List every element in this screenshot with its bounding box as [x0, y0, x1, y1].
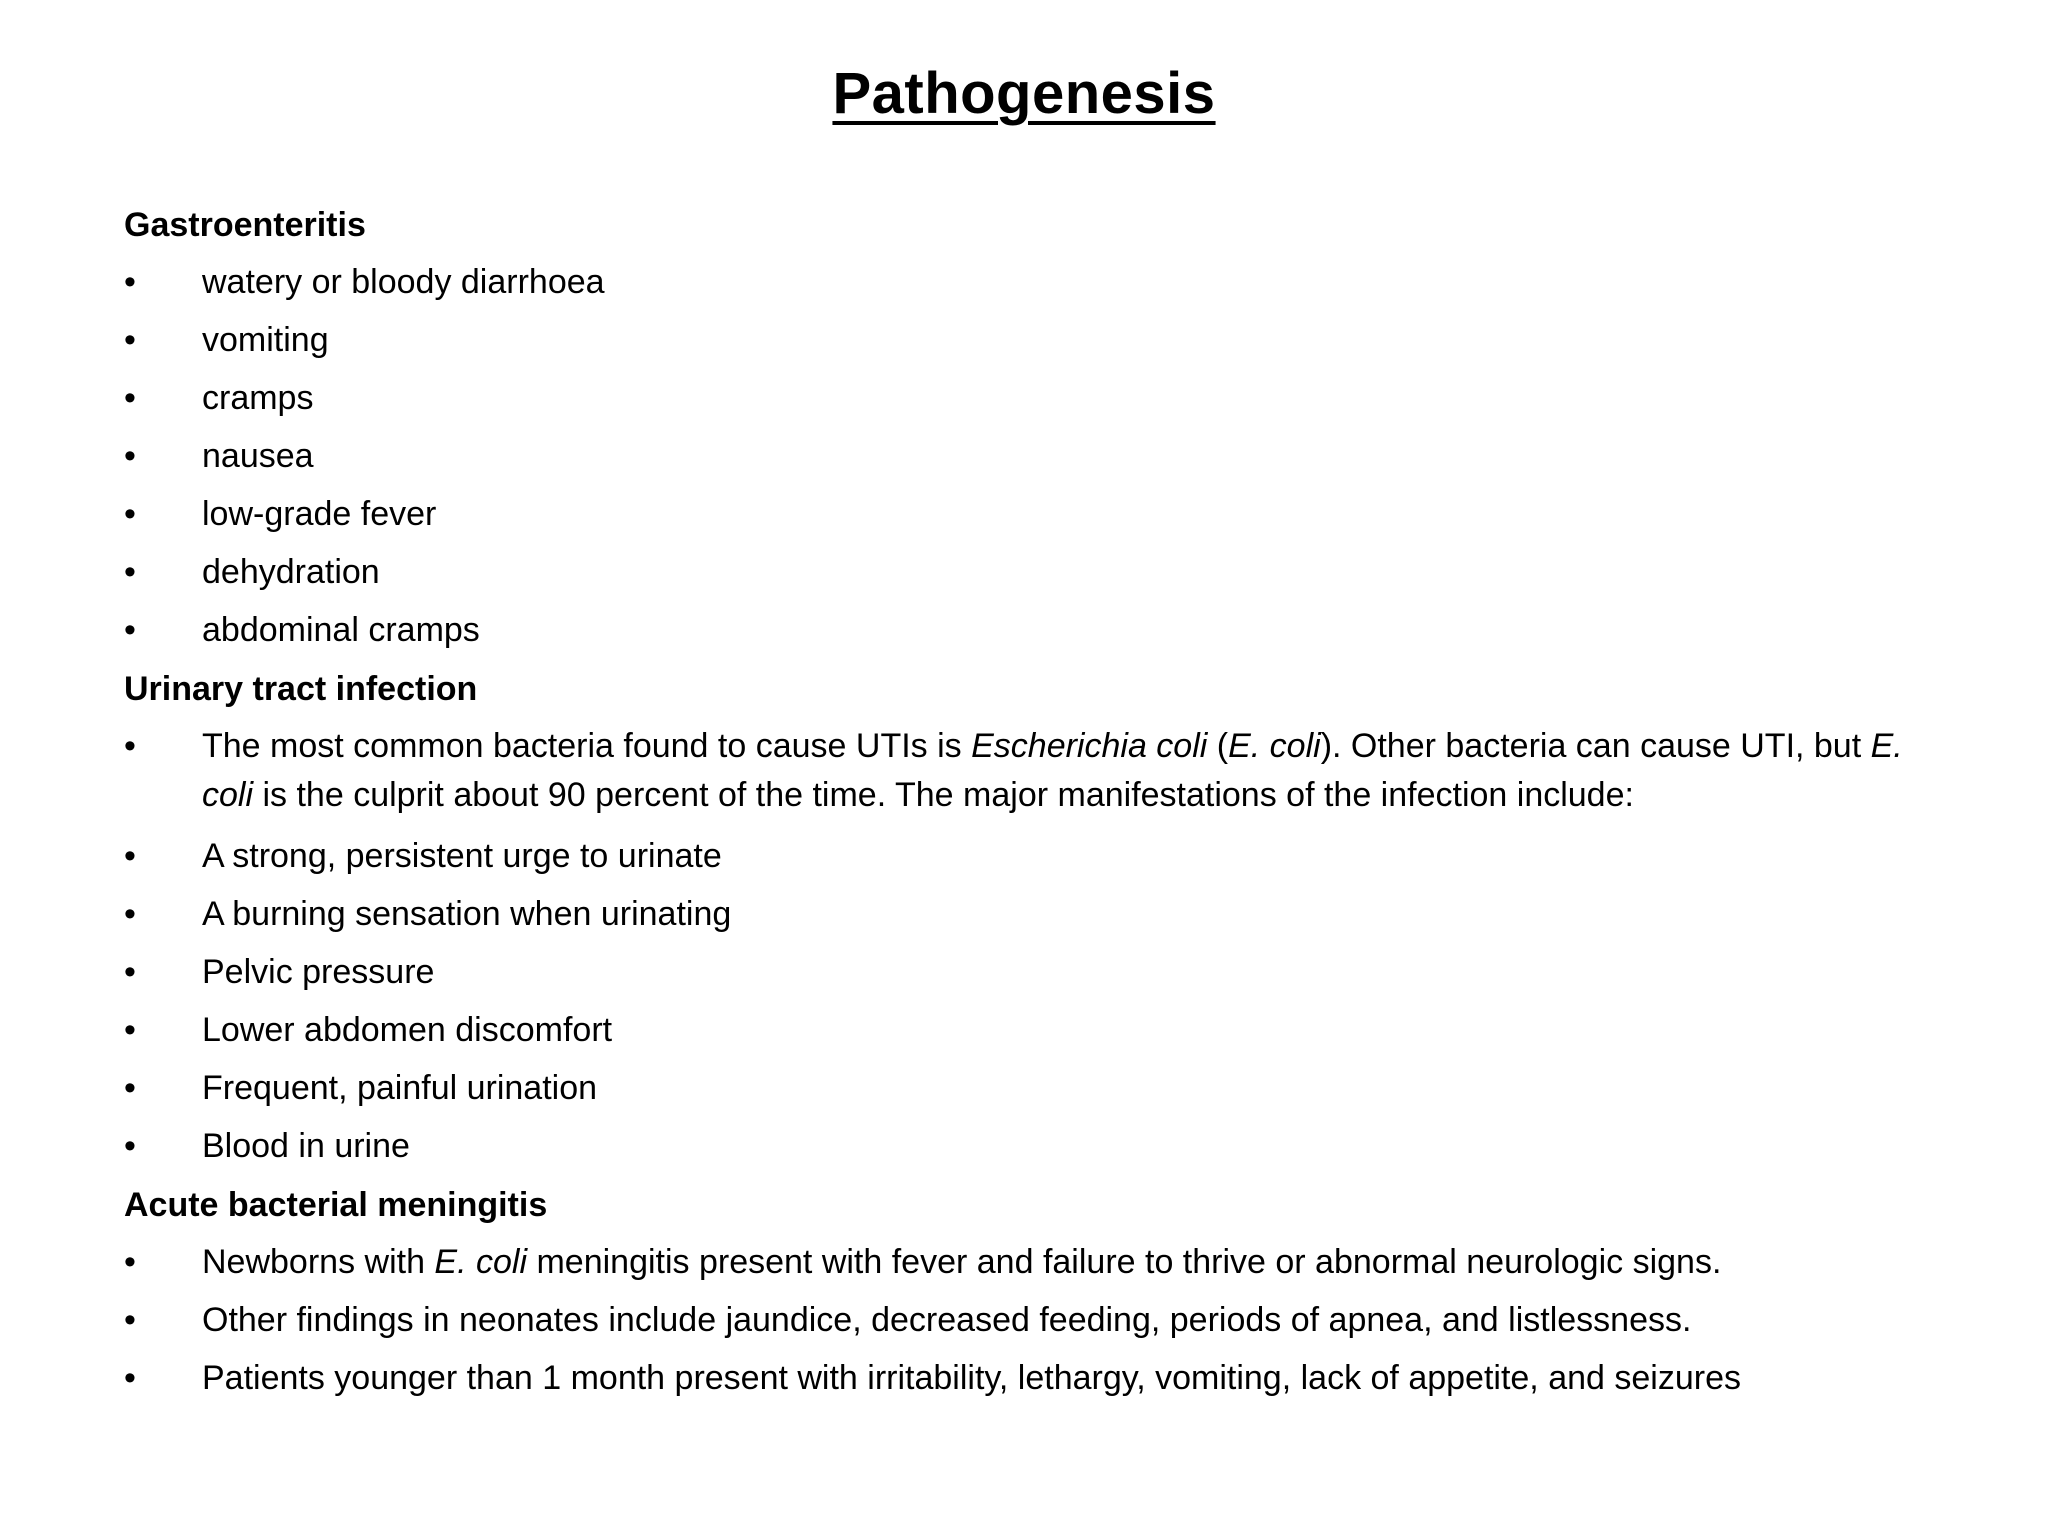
- bullet-icon: •: [124, 837, 136, 875]
- list-item-text: Frequent, painful urination: [202, 1069, 598, 1107]
- list-item: [124, 486, 1944, 544]
- list-item: [124, 1350, 1944, 1408]
- list-item-text: Lower abdomen discomfort: [202, 1011, 613, 1049]
- list-item: [124, 602, 1944, 660]
- uti-intro-item: [124, 718, 1944, 828]
- bullet-icon: •: [124, 553, 136, 591]
- species-abbrev: E. coli: [434, 1243, 528, 1281]
- section-heading-meningitis: Acute bacterial meningitis: [124, 1186, 548, 1224]
- species-abbrev: E. coli: [202, 727, 1903, 814]
- bullet-icon: •: [124, 437, 136, 475]
- list-item: [124, 254, 1944, 312]
- list-item-text: Blood in urine: [202, 1127, 410, 1165]
- list-item-text: [202, 1243, 1721, 1281]
- list-item-text: Pelvic pressure: [202, 953, 435, 991]
- list-item: [124, 886, 1944, 944]
- list-item-text: low-grade fever: [202, 495, 437, 533]
- list-item: [124, 312, 1944, 370]
- uti-intro-text: [202, 727, 1903, 814]
- list-item: [124, 1060, 1944, 1118]
- slide-content: [124, 196, 1944, 1408]
- bullet-icon: •: [124, 263, 136, 301]
- section-heading-gastroenteritis: Gastroenteritis: [124, 206, 366, 244]
- list-item-text: cramps: [202, 379, 314, 417]
- section-heading-uti: Urinary tract infection: [124, 670, 478, 708]
- list-item-text: abdominal cramps: [202, 611, 480, 649]
- gastroenteritis-symptom-list: [124, 254, 1944, 660]
- bullet-icon: •: [124, 1301, 136, 1339]
- list-item-text: A burning sensation when urinating: [202, 895, 732, 933]
- list-item-text: watery or bloody diarrhoea: [202, 263, 605, 301]
- species-abbrev: E. coli: [1228, 727, 1321, 765]
- bullet-icon: •: [124, 495, 136, 533]
- list-item: [124, 370, 1944, 428]
- text-run: meningitis present with fever and failure to thrive or abnormal neurologic signs.: [527, 1243, 1722, 1281]
- text-run: ). Other bacteria can cause UTI, but: [1320, 727, 1871, 765]
- list-item: [124, 1234, 1944, 1292]
- list-item: [124, 1002, 1944, 1060]
- bullet-icon: •: [124, 1359, 136, 1397]
- list-item: [124, 1118, 1944, 1176]
- uti-list: [124, 718, 1944, 1176]
- list-item-text: dehydration: [202, 553, 380, 591]
- text-run: is the culprit about 90 percent of the time. The major manifestations of the infection include:: [253, 776, 1634, 814]
- bullet-icon: •: [124, 611, 136, 649]
- text-run: Newborns with: [202, 1243, 435, 1281]
- bullet-icon: •: [124, 321, 136, 359]
- bullet-icon: •: [124, 895, 136, 933]
- list-item: [124, 428, 1944, 486]
- bullet-icon: •: [124, 727, 136, 765]
- list-item: [124, 944, 1944, 1002]
- species-name: Escherichia coli: [971, 727, 1208, 765]
- bullet-icon: •: [124, 1243, 136, 1281]
- bullet-icon: •: [124, 953, 136, 991]
- list-item-text: vomiting: [202, 321, 329, 359]
- bullet-icon: •: [124, 1069, 136, 1107]
- list-item-text: nausea: [202, 437, 314, 475]
- slide-title: Pathogenesis: [832, 61, 1216, 126]
- bullet-icon: •: [124, 1011, 136, 1049]
- list-item: [124, 544, 1944, 602]
- bullet-icon: •: [124, 1127, 136, 1165]
- text-run: (: [1207, 727, 1229, 765]
- list-item-text: A strong, persistent urge to urinate: [202, 837, 722, 875]
- bullet-icon: •: [124, 379, 136, 417]
- list-item-text: Patients younger than 1 month present with irritability, lethargy, vomiting, lack of appetite, and seizures: [202, 1359, 1741, 1397]
- meningitis-list: [124, 1234, 1944, 1408]
- list-item-text: Other findings in neonates include jaundice, decreased feeding, periods of apnea, and listlessness.: [202, 1301, 1692, 1339]
- list-item: [124, 1292, 1944, 1350]
- list-item: [124, 828, 1944, 886]
- text-run: The most common bacteria found to cause UTIs is: [202, 727, 972, 765]
